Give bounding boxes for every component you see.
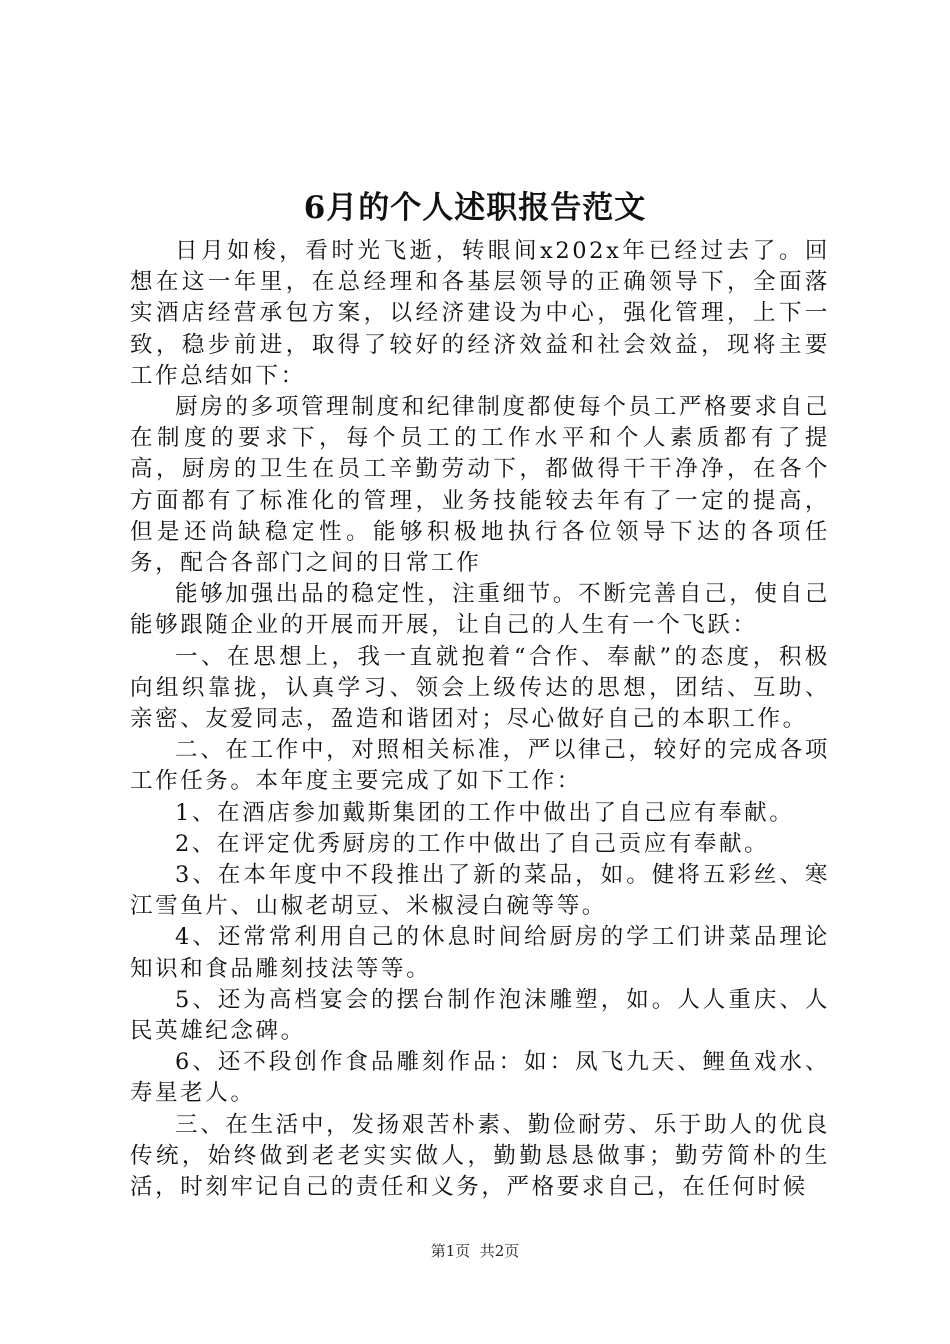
page-number-footer: 第1页 共2页	[430, 1242, 520, 1260]
paragraph-intro: 日月如梭，看时光飞逝，转眼间x202x年已经过去了。回想在这一年里，在总经理和各基层领导的正确领导下，全面落实酒店经营承包方案，以经济建设为中心，强化管理，上下一致，稳步前进，取得了较好的经济效益和社会效益，现将主要工作总结如下：	[130, 238, 830, 389]
paragraph-section-work: 二、在工作中，对照相关标准，严以律己，较好的完成各项工作任务。本年度主要完成了如下工作：	[130, 737, 830, 795]
paragraph-kitchen-management: 厨房的多项管理制度和纪律制度都使每个员工严格要求自己在制度的要求下，每个员工的工作水平和个人素质都有了提高，厨房的卫生在员工辛勤劳动下，都做得干干净净，在各个方面都有了标准化的管理，业务技能较去年有了一定的提高，但是还尚缺稳定性。能够积极地执行各位领导下达的各项任务，配合各部门之间的日常工作	[130, 394, 830, 577]
document-body	[130, 236, 830, 1203]
list-item-3: 3、在本年度中不段推出了新的菜品，如。健将五彩丝、寒江雪鱼片、山椒老胡豆、米椒浸白碗等等。	[130, 862, 830, 920]
list-item-1: 1、在酒店参加戴斯集团的工作中做出了自己应有奉献。	[175, 799, 795, 826]
paragraph-section-life: 三、在生活中，发扬艰苦朴素、勤俭耐劳、乐于助人的优良传统，始终做到老老实实做人，勤勤恳恳做事；勤劳简朴的生活，时刻牢记自己的责任和义务，严格要求自己，在任何时候	[130, 1111, 830, 1201]
list-item-2: 2、在评定优秀厨房的工作中做出了自己贡应有奉献。	[175, 830, 770, 857]
document-title: 6月的个人述职报告范文	[303, 190, 647, 226]
paragraph-section-thinking: 一、在思想上，我一直就抱着“合作、奉献”的态度，积极向组织靠拢，认真学习、领会上级传达的思想，团结、互助、亲密、友爱同志，盈造和谐团对；尽心做好自己的本职工作。	[130, 643, 830, 733]
paragraph-product-stability: 能够加强出品的稳定性，注重细节。不断完善自己，使自己能够跟随企业的开展而开展，让自己的人生有一个飞跃：	[130, 581, 830, 639]
list-item-4: 4、还常常利用自己的休息时间给厨房的学工们讲菜品理论知识和食品雕刻技法等等。	[130, 924, 830, 982]
list-item-6: 6、还不段创作食品雕刻作品：如：凤飞九天、鲤鱼戏水、寿星老人。	[130, 1049, 830, 1107]
list-item-5: 5、还为高档宴会的摆台制作泡沫雕塑，如。人人重庆、人民英雄纪念碑。	[130, 986, 830, 1045]
